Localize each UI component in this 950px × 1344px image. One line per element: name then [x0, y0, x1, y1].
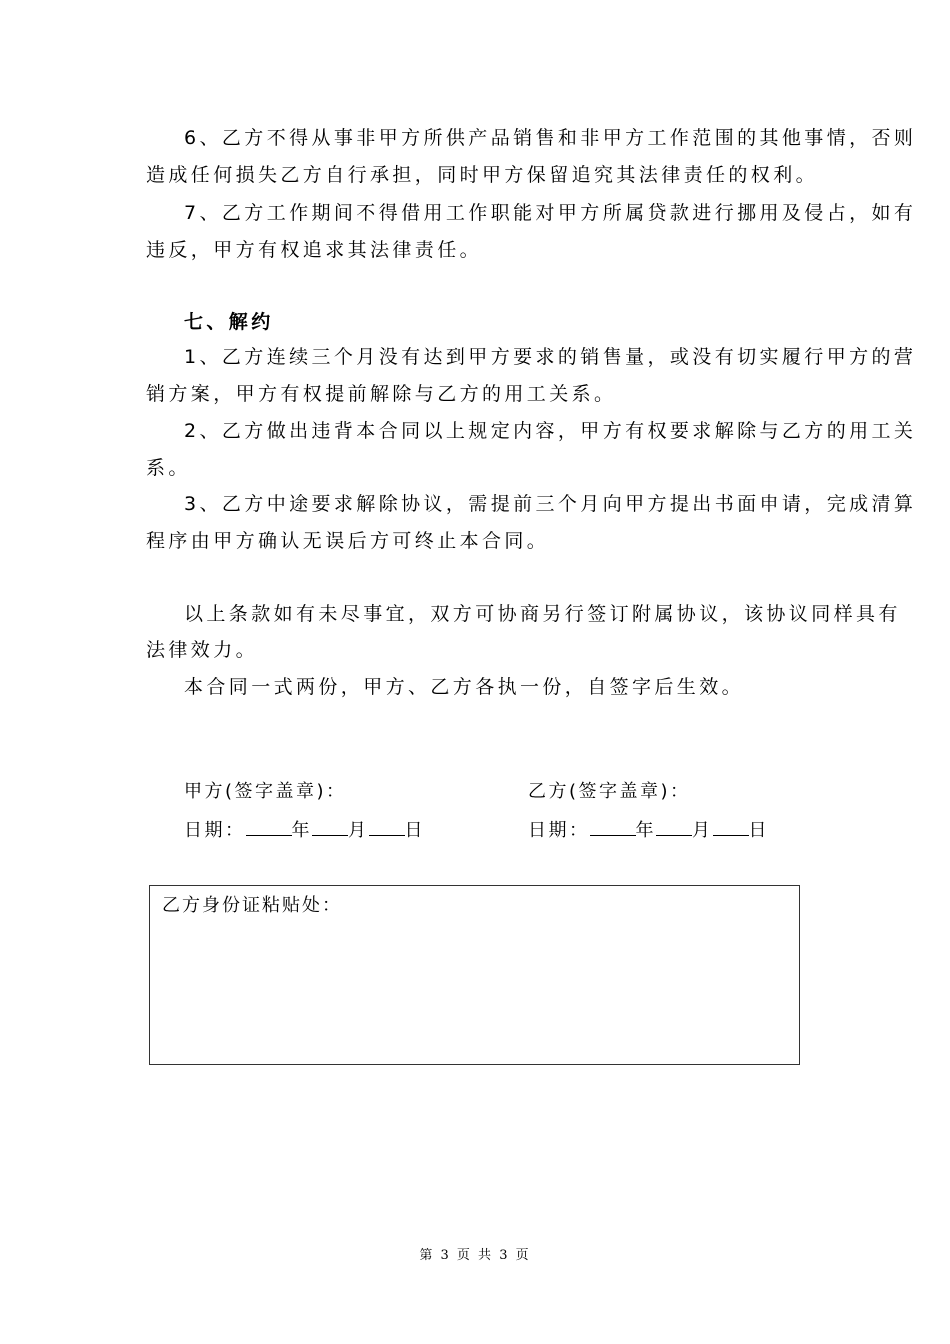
party-b-month-blank[interactable]: [656, 817, 692, 836]
section-heading: 七、解约: [184, 311, 274, 333]
party-b-day-label: 日: [748, 820, 769, 841]
id-card-paste-label: 乙方身份证粘贴处：: [162, 895, 342, 916]
clause1-line1: 1、乙方连续三个月没有达到甲方要求的销售量，或没有切实履行甲方的营: [184, 346, 917, 368]
party-b-day-blank[interactable]: [713, 817, 749, 836]
clause1-line2: 销方案，甲方有权提前解除与乙方的用工关系。: [146, 383, 617, 405]
party-b-year-blank[interactable]: [590, 817, 636, 836]
party-b-year-label: 年: [635, 820, 656, 841]
closing2: 本合同一式两份，甲方、乙方各执一份，自签字后生效。: [184, 676, 745, 698]
clause3-line2: 程序由甲方确认无误后方可终止本合同。: [146, 530, 550, 552]
party-a-day-blank[interactable]: [369, 817, 405, 836]
party-a-year-blank[interactable]: [246, 817, 292, 836]
party-a-date: [184, 817, 425, 843]
closing1-line2: 法律效力。: [146, 639, 259, 661]
page-footer: 第 3 页 共 3 页: [419, 1248, 531, 1263]
party-a-month-label: 月: [348, 820, 369, 841]
party-b-sign-label: 乙方(签字盖章)：: [528, 781, 691, 802]
party-a-sign-label: 甲方(签字盖章)：: [184, 781, 347, 802]
id-card-paste-box: [149, 885, 800, 1065]
clause2-line2: 系。: [146, 457, 191, 479]
clause3-line1: 3、乙方中途要求解除协议，需提前三个月向甲方提出书面申请，完成清算: [184, 493, 917, 515]
party-b-date-label: 日期：: [528, 820, 590, 841]
party-a-year-label: 年: [291, 820, 312, 841]
party-a-date-label: 日期：: [184, 820, 246, 841]
party-a-day-label: 日: [404, 820, 425, 841]
item7-line2: 违反，甲方有权追求其法律责任。: [146, 239, 483, 261]
party-a-month-blank[interactable]: [312, 817, 348, 836]
item6-line1: 6、乙方不得从事非甲方所供产品销售和非甲方工作范围的其他事情，否则: [184, 127, 917, 149]
item7-line1: 7、乙方工作期间不得借用工作职能对甲方所属贷款进行挪用及侵占，如有: [184, 202, 917, 224]
party-b-date: [528, 817, 769, 843]
closing1-line1: 以上条款如有未尽事宜，双方可协商另行签订附属协议，该协议同样具有: [184, 603, 901, 625]
party-b-month-label: 月: [692, 820, 713, 841]
clause2-line1: 2、乙方做出违背本合同以上规定内容，甲方有权要求解除与乙方的用工关: [184, 420, 917, 442]
item6-line2: 造成任何损失乙方自行承担，同时甲方保留追究其法律责任的权利。: [146, 164, 819, 186]
